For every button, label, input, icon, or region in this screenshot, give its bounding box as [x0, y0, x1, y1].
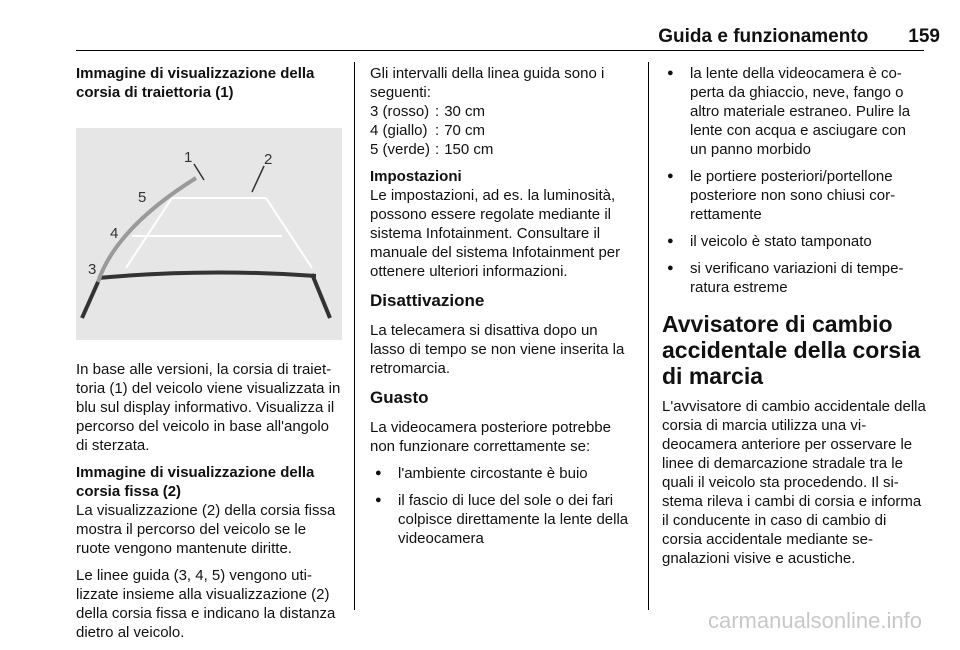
distance-label: 3 (rosso) [370, 103, 430, 120]
label-1: 1 [184, 149, 193, 166]
heading-deactivation: Disattivazione [370, 291, 485, 310]
page-header [0, 26, 940, 48]
distances-intro: Gli intervalli della linea guida sono i seguenti: [370, 65, 605, 101]
distance-sep: : [435, 103, 440, 120]
distance-sep: : [435, 122, 440, 139]
distance-table [370, 102, 498, 159]
list-item: ● il veicolo è stato tamponato [662, 232, 926, 251]
heading-settings: Impostazioni [370, 168, 462, 185]
column-1 [76, 64, 342, 650]
paragraph-deactivation: La telecamera si disattiva dopo un lasso di tempo se non viene inserita la retromarcia. [370, 322, 625, 377]
list-item: ● si verificano variazioni di temperatura estreme [662, 259, 926, 297]
list-item: ● l'ambiente circostante è buio [370, 464, 636, 483]
distance-value: 150 cm [444, 141, 494, 158]
guidelines-illustration [76, 128, 342, 340]
distance-row [370, 102, 498, 121]
heading-fixed-lane: Immagine di visualizzazione della corsia fissa (2) [76, 464, 315, 500]
fault-list-continued [662, 64, 926, 297]
section-title: Avvisatore di cambio accidentale della corsia di marcia [662, 311, 921, 389]
heading-trajectory-lane: Immagine di visualizzazione della corsia di traiettoria (1) [76, 65, 315, 101]
label-3: 3 [88, 261, 97, 278]
list-item: ● la lente della videocamera è coperta da ghiaccio, neve, fango o altro materiale estraneo. Pulire la lente con acqua e asciugare con un panno morbido [662, 64, 926, 159]
label-2: 2 [264, 151, 273, 168]
fault-list [370, 464, 636, 548]
column-3 [662, 64, 926, 576]
column-2 [370, 64, 636, 556]
paragraph-fixed-lane: La visualizzazione (2) della corsia fissa mostra il percorso del veicolo se le ruote vengono mantenute diritte. [76, 502, 336, 557]
section-paragraph: L'avvisatore di cambio accidentale della corsia di marcia utilizza una videocamera anteriore per osservare le linee di demarcazione stradale tra le quali il veicolo sta procedendo. Il sistema rileva i cambi di corsia e informa il conducente in caso di cambio di corsia accidentale mediante segnalazioni visive e acustiche. [662, 398, 926, 567]
header-rule [76, 50, 924, 51]
watermark: carmanualsonline.info [707, 608, 922, 633]
label-4: 4 [110, 225, 119, 242]
page-number: 159 [908, 26, 940, 47]
distance-value: 70 cm [444, 122, 486, 139]
list-item: ● il fascio di luce del sole o dei fari colpisce direttamente la lente della videocamera [370, 491, 636, 548]
list-item: ● le portiere posteriori/portellone posteriore non sono chiusi correttamente [662, 167, 926, 224]
label-5: 5 [138, 189, 147, 206]
distance-row [370, 121, 498, 140]
paragraph-settings: Le impostazioni, ad es. la luminosità, possono essere regolate mediante il sistema Infotainment. Consultare il manuale del sistema Infotainment per ottenere ulteriori informazioni. [370, 187, 621, 280]
distance-label: 4 (giallo) [370, 122, 428, 139]
distance-sep: : [435, 141, 440, 158]
fault-intro: La videocamera posteriore potrebbe non funzionare correttamente se: [370, 419, 611, 455]
header-title: Guida e funzionamento [658, 26, 869, 47]
paragraph-guidelines: Le linee guida (3, 4, 5) vengono utilizzate insieme alla visualizzazione (2) della corsia fissa e indicano la distanza dietro al veicolo. [76, 567, 336, 641]
column-divider-2 [648, 62, 649, 610]
heading-fault: Guasto [370, 388, 429, 407]
distance-row [370, 140, 498, 159]
distance-value: 30 cm [444, 103, 486, 120]
camera-guidelines-figure [76, 128, 342, 340]
distance-label: 5 (verde) [370, 141, 431, 158]
paragraph-trajectory: In base alle versioni, la corsia di traiettoria (1) del veicolo viene visualizzata in blu sul display informativo. Visualizza il percorso del veicolo in base all'angolo di sterzata. [76, 361, 341, 454]
column-divider-1 [354, 62, 355, 610]
